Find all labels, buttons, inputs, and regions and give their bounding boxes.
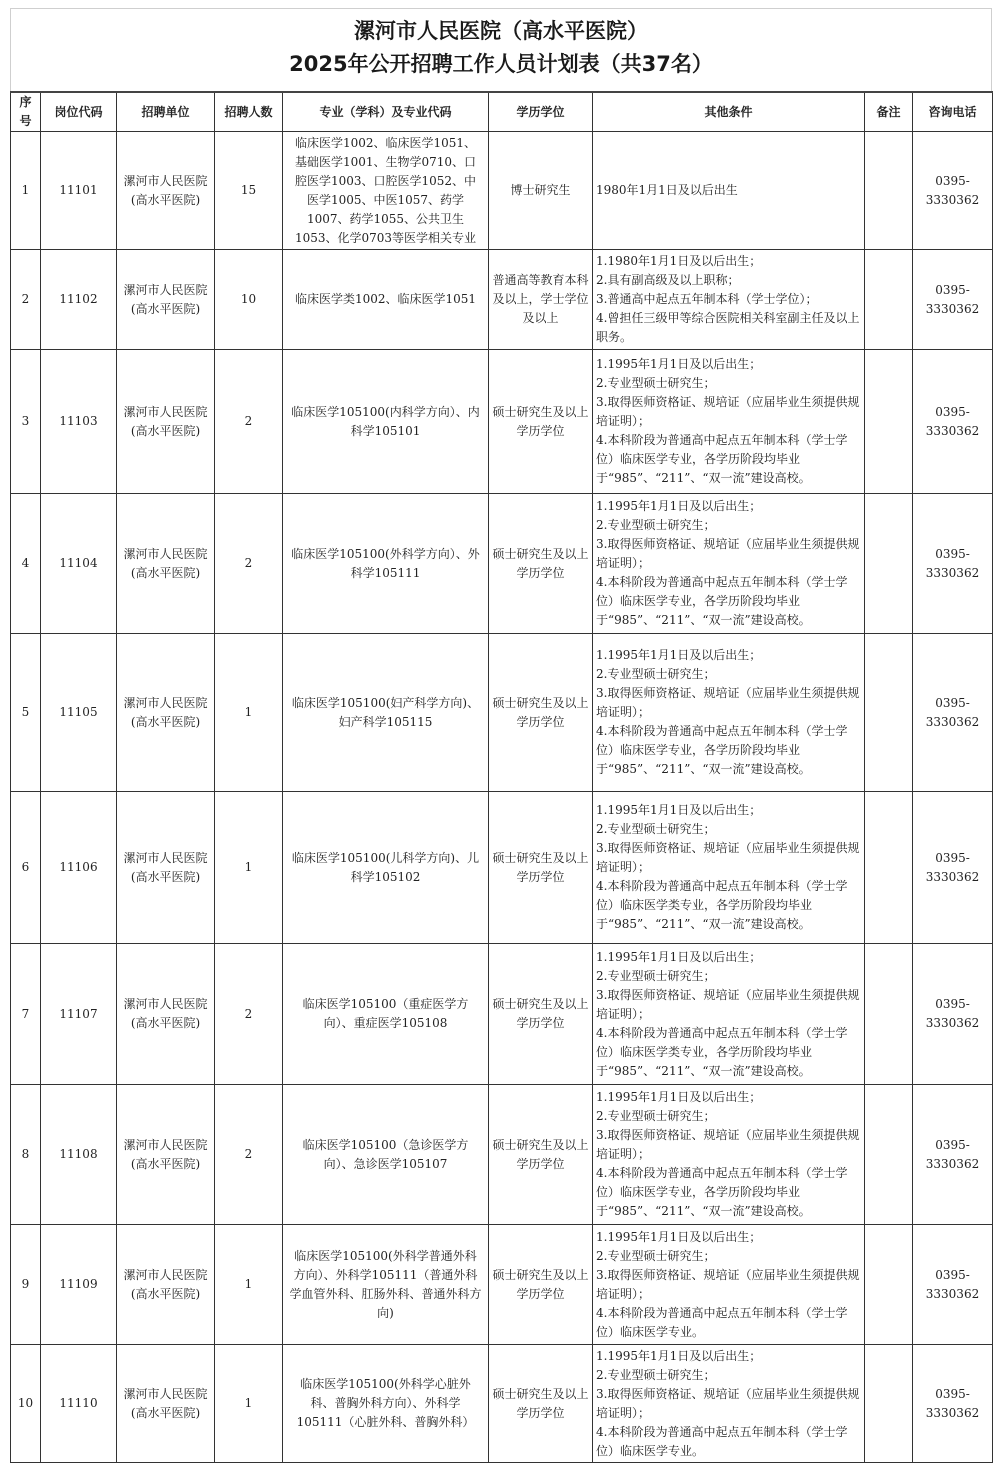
cell-code: 11106 xyxy=(41,792,117,944)
condition-line: 2.专业型硕士研究生； xyxy=(596,667,716,681)
cell-conditions xyxy=(593,350,865,494)
cell-no: 3 xyxy=(11,350,41,494)
condition-line: 2.专业型硕士研究生； xyxy=(596,1248,716,1263)
cell-phone: 0395-3330362 xyxy=(913,1225,993,1345)
cell-no: 8 xyxy=(11,1085,41,1225)
cell-conditions xyxy=(593,792,865,944)
cell-phone: 0395-3330362 xyxy=(913,634,993,792)
cell-no: 5 xyxy=(11,634,41,792)
cell-major: 临床医学105100(内科学方向）、内科学105101 xyxy=(283,350,489,494)
cell-code: 11110 xyxy=(41,1345,117,1463)
cell-code: 11102 xyxy=(41,250,117,350)
condition-line: 4.本科阶段为普通高中起点五年制本科（学士学位）临床医学专业，各学历阶段均毕业于“985”、“211”、“双一流”建设高校。 xyxy=(596,1166,848,1218)
cell-degree: 硕士研究生及以上学历学位 xyxy=(489,1345,593,1463)
condition-line: 3.取得医师资格证、规培证（应届毕业生须提供规培证明）； xyxy=(596,395,860,428)
condition-line: 1.1995年1月1日及以后出生； xyxy=(596,949,762,964)
cell-unit: 漯河市人民医院(高水平医院) xyxy=(117,1225,215,1345)
cell-code: 11109 xyxy=(41,1225,117,1345)
cell-phone: 0395-3330362 xyxy=(913,1085,993,1225)
condition-line: 2.专业型硕士研究生； xyxy=(596,1367,716,1382)
cell-unit: 漯河市人民医院(高水平医院) xyxy=(117,494,215,634)
cell-major: 临床医学105100(外科学普通外科方向）、外科学105111（普通外科学血管外科、肛肠外科、普通外科方向) xyxy=(283,1225,489,1345)
cell-note xyxy=(865,792,913,944)
cell-no: 9 xyxy=(11,1225,41,1345)
cell-degree: 硕士研究生及以上学历学位 xyxy=(489,494,593,634)
cell-count: 1 xyxy=(215,1225,283,1345)
condition-line: 1.1995年1月1日及以后出生； xyxy=(596,1229,762,1244)
condition-line: 2.具有副高级及以上职称； xyxy=(596,273,740,287)
cell-no: 1 xyxy=(11,132,41,250)
condition-line: 1.1995年1月1日及以后出生； xyxy=(596,1348,762,1363)
cell-degree: 硕士研究生及以上学历学位 xyxy=(489,634,593,792)
cell-phone: 0395-3330362 xyxy=(913,350,993,494)
cell-conditions xyxy=(593,634,865,792)
condition-line: 1.1995年1月1日及以后出生； xyxy=(596,1090,762,1104)
table-row xyxy=(11,634,993,792)
condition-line: 3.取得医师资格证、规培证（应届毕业生须提供规培证明）； xyxy=(596,1267,860,1301)
cell-conditions xyxy=(593,132,865,250)
condition-line: 4.本科阶段为普通高中起点五年制本科（学士学位）临床医学专业，各学历阶段均毕业于“985”、“211”、“双一流”建设高校。 xyxy=(596,433,848,485)
header-unit: 招聘单位 xyxy=(117,92,215,132)
condition-line: 3.取得医师资格证、规培证（应届毕业生须提供规培证明）； xyxy=(596,987,860,1021)
header-phone: 咨询电话 xyxy=(913,92,993,132)
cell-count: 1 xyxy=(215,792,283,944)
cell-conditions xyxy=(593,1345,865,1463)
cell-conditions xyxy=(593,494,865,634)
cell-degree: 硕士研究生及以上学历学位 xyxy=(489,944,593,1085)
cell-code: 11104 xyxy=(41,494,117,634)
cell-phone: 0395-3330362 xyxy=(913,250,993,350)
cell-major: 临床医学105100(外科学心脏外科、普胸外科方向）、外科学105111（心脏外科、普胸外科） xyxy=(283,1345,489,1463)
table-row xyxy=(11,1345,993,1463)
cell-major: 临床医学105100(妇产科学方向)、妇产科学105115 xyxy=(283,634,489,792)
table-row xyxy=(11,1225,993,1345)
header-degree: 学历学位 xyxy=(489,92,593,132)
table-row xyxy=(11,792,993,944)
header-no: 序号 xyxy=(11,92,41,132)
cell-no: 4 xyxy=(11,494,41,634)
condition-line: 3.取得医师资格证、规培证（应届毕业生须提供规培证明）； xyxy=(596,686,860,719)
cell-note xyxy=(865,1225,913,1345)
condition-line: 4.本科阶段为普通高中起点五年制本科（学士学位）临床医学类专业，各学历阶段均毕业于“985”、“211”、“双一流”建设高校。 xyxy=(596,1025,848,1078)
document-title xyxy=(10,8,992,91)
recruitment-table xyxy=(10,91,993,1463)
table-row xyxy=(11,350,993,494)
cell-no: 2 xyxy=(11,250,41,350)
cell-degree: 硕士研究生及以上学历学位 xyxy=(489,792,593,944)
cell-phone: 0395-3330362 xyxy=(913,792,993,944)
cell-conditions xyxy=(593,1085,865,1225)
cell-phone: 0395-3330362 xyxy=(913,132,993,250)
condition-line: 3.普通高中起点五年制本科（学士学位）； xyxy=(596,292,818,306)
cell-major: 临床医学1002、临床医学1051、基础医学1001、生物学0710、口腔医学1003、口腔医学1052、中医学1005、中医1057、药学1007、药学1055、公共卫生1053、化学0703等医学相关专业 xyxy=(283,132,489,250)
cell-major: 临床医学类1002、临床医学1051 xyxy=(283,250,489,350)
cell-code: 11105 xyxy=(41,634,117,792)
cell-note xyxy=(865,494,913,634)
condition-line: 1.1980年1月1日及以后出生； xyxy=(596,254,762,268)
cell-conditions xyxy=(593,1225,865,1345)
condition-line: 1.1995年1月1日及以后出生； xyxy=(596,803,762,817)
condition-line: 4.本科阶段为普通高中起点五年制本科（学士学位）临床医学专业，各学历阶段均毕业于“985”、“211”、“双一流”建设高校。 xyxy=(596,575,848,627)
cell-note xyxy=(865,350,913,494)
condition-line: 2.专业型硕士研究生； xyxy=(596,968,716,983)
cell-degree: 硕士研究生及以上学历学位 xyxy=(489,1085,593,1225)
cell-count: 1 xyxy=(215,634,283,792)
table-row xyxy=(11,494,993,634)
cell-unit: 漯河市人民医院(高水平医院) xyxy=(117,944,215,1085)
cell-phone: 0395-3330362 xyxy=(913,944,993,1085)
condition-line: 4.本科阶段为普通高中起点五年制本科（学士学位）临床医学类专业，各学历阶段均毕业于“985”、“211”、“双一流”建设高校。 xyxy=(596,879,848,931)
header-conditions: 其他条件 xyxy=(593,92,865,132)
condition-line: 2.专业型硕士研究生； xyxy=(596,518,716,532)
condition-line: 1.1995年1月1日及以后出生； xyxy=(596,648,762,662)
condition-line: 4.本科阶段为普通高中起点五年制本科（学士学位）临床医学专业，各学历阶段均毕业于“985”、“211”、“双一流”建设高校。 xyxy=(596,724,848,776)
cell-code: 11108 xyxy=(41,1085,117,1225)
cell-unit: 漯河市人民医院(高水平医院) xyxy=(117,132,215,250)
header-major: 专业（学科）及专业代码 xyxy=(283,92,489,132)
cell-unit: 漯河市人民医院(高水平医院) xyxy=(117,634,215,792)
table-body xyxy=(11,132,993,1463)
condition-line: 3.取得医师资格证、规培证（应届毕业生须提供规培证明）； xyxy=(596,1386,860,1420)
cell-phone: 0395-3330362 xyxy=(913,1345,993,1463)
cell-note xyxy=(865,634,913,792)
cell-no: 7 xyxy=(11,944,41,1085)
cell-note xyxy=(865,250,913,350)
table-row xyxy=(11,132,993,250)
cell-note xyxy=(865,1085,913,1225)
condition-line: 2.专业型硕士研究生； xyxy=(596,822,716,836)
cell-degree: 硕士研究生及以上学历学位 xyxy=(489,1225,593,1345)
cell-count: 2 xyxy=(215,1085,283,1225)
cell-major: 临床医学105100（重症医学方向）、重症医学105108 xyxy=(283,944,489,1085)
recruitment-plan-document xyxy=(10,8,992,1463)
header-code: 岗位代码 xyxy=(41,92,117,132)
cell-no: 6 xyxy=(11,792,41,944)
cell-major: 临床医学105100（急诊医学方向）、急诊医学105107 xyxy=(283,1085,489,1225)
cell-count: 2 xyxy=(215,944,283,1085)
cell-code: 11107 xyxy=(41,944,117,1085)
cell-count: 10 xyxy=(215,250,283,350)
condition-line: 3.取得医师资格证、规培证（应届毕业生须提供规培证明）； xyxy=(596,537,860,570)
condition-line: 4.本科阶段为普通高中起点五年制本科（学士学位）临床医学专业。 xyxy=(596,1424,848,1458)
cell-conditions xyxy=(593,250,865,350)
table-row xyxy=(11,944,993,1085)
cell-note xyxy=(865,944,913,1085)
header-note: 备注 xyxy=(865,92,913,132)
condition-line: 4.曾担任三级甲等综合医院相关科室副主任及以上职务。 xyxy=(596,311,860,344)
cell-major: 临床医学105100(儿科学方向)、儿科学105102 xyxy=(283,792,489,944)
cell-code: 11103 xyxy=(41,350,117,494)
cell-phone: 0395-3330362 xyxy=(913,494,993,634)
cell-degree: 硕士研究生及以上学历学位 xyxy=(489,350,593,494)
cell-code: 11101 xyxy=(41,132,117,250)
cell-note xyxy=(865,1345,913,1463)
table-header-row xyxy=(11,92,993,132)
cell-count: 2 xyxy=(215,350,283,494)
cell-unit: 漯河市人民医院(高水平医院) xyxy=(117,1085,215,1225)
cell-unit: 漯河市人民医院(高水平医院) xyxy=(117,350,215,494)
condition-line: 1980年1月1日及以后出生 xyxy=(596,183,738,197)
cell-conditions xyxy=(593,944,865,1085)
condition-line: 2.专业型硕士研究生； xyxy=(596,376,716,390)
cell-unit: 漯河市人民医院(高水平医院) xyxy=(117,250,215,350)
title-line-1: 漯河市人民医院（高水平医院） xyxy=(354,19,648,43)
cell-degree: 博士研究生 xyxy=(489,132,593,250)
cell-degree: 普通高等教育本科及以上，学士学位及以上 xyxy=(489,250,593,350)
condition-line: 1.1995年1月1日及以后出生； xyxy=(596,357,762,371)
cell-count: 1 xyxy=(215,1345,283,1463)
cell-count: 15 xyxy=(215,132,283,250)
condition-line: 1.1995年1月1日及以后出生； xyxy=(596,499,762,513)
title-line-2: 2025年公开招聘工作人员计划表（共37名） xyxy=(289,52,713,76)
cell-unit: 漯河市人民医院(高水平医院) xyxy=(117,792,215,944)
condition-line: 4.本科阶段为普通高中起点五年制本科（学士学位）临床医学专业。 xyxy=(596,1305,848,1339)
condition-line: 2.专业型硕士研究生； xyxy=(596,1109,716,1123)
cell-major: 临床医学105100(外科学方向）、外科学105111 xyxy=(283,494,489,634)
cell-count: 2 xyxy=(215,494,283,634)
table-row xyxy=(11,250,993,350)
condition-line: 3.取得医师资格证、规培证（应届毕业生须提供规培证明）； xyxy=(596,841,860,874)
cell-unit: 漯河市人民医院(高水平医院) xyxy=(117,1345,215,1463)
cell-no: 10 xyxy=(11,1345,41,1463)
condition-line: 3.取得医师资格证、规培证（应届毕业生须提供规培证明）； xyxy=(596,1128,860,1161)
table-row xyxy=(11,1085,993,1225)
cell-note xyxy=(865,132,913,250)
header-count: 招聘人数 xyxy=(215,92,283,132)
